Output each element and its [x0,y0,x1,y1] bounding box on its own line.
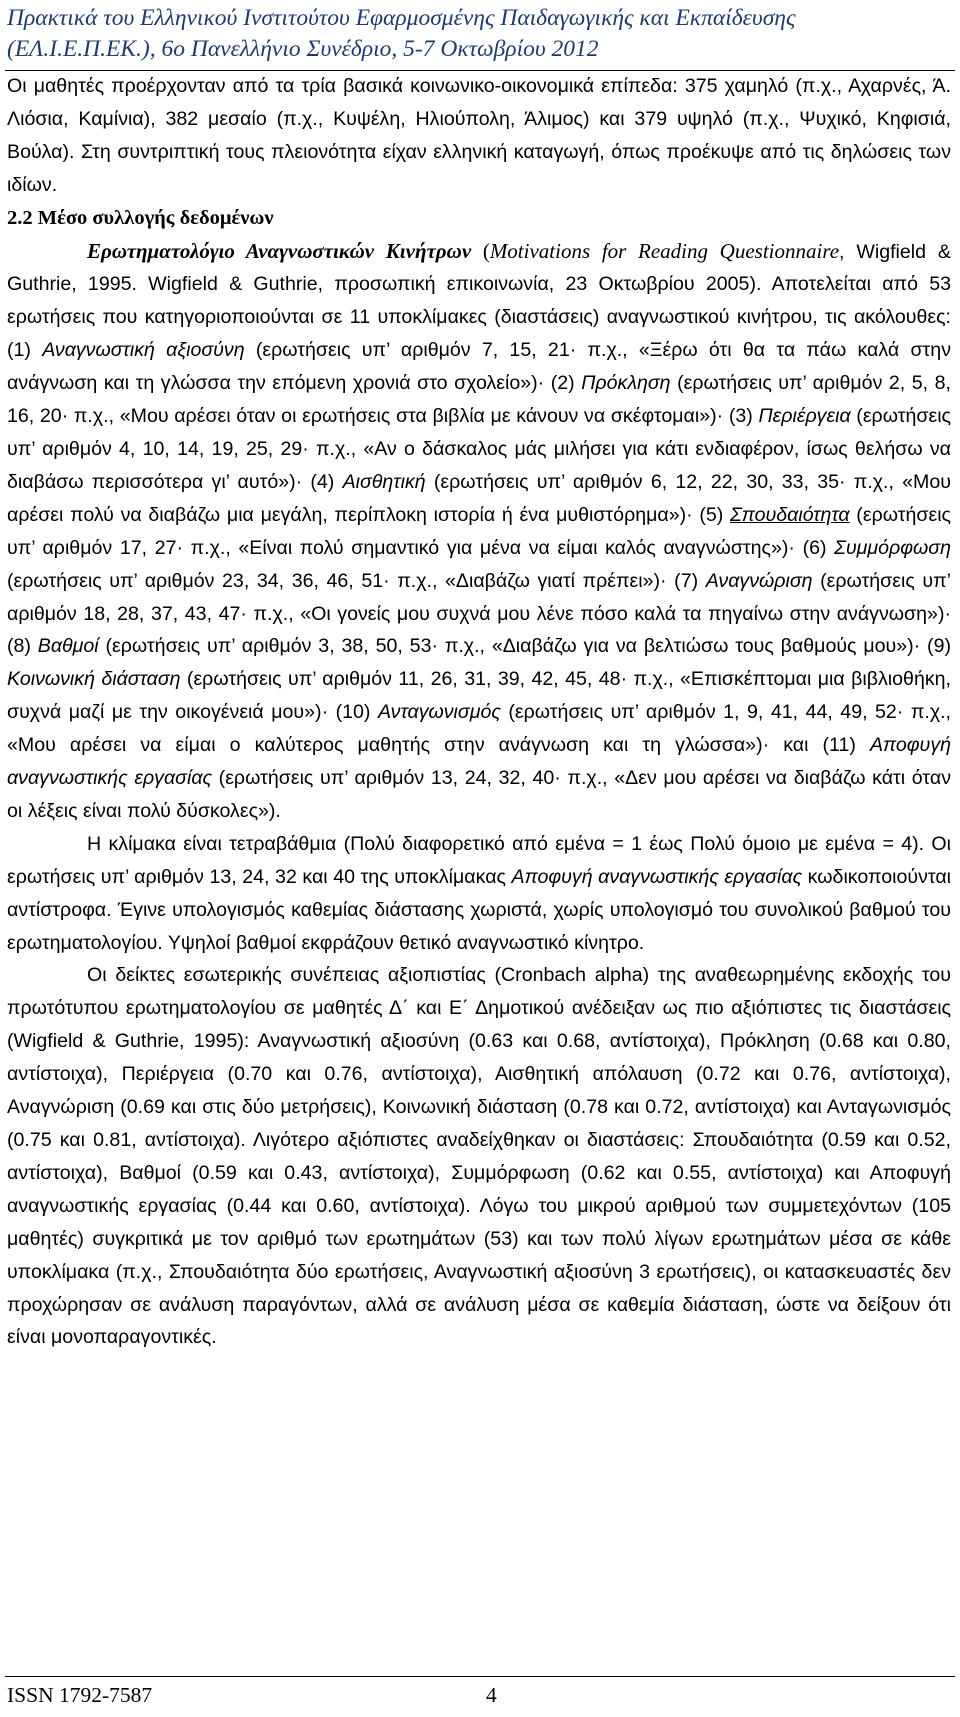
section-heading [7,202,951,235]
header-line-1: Πρακτικά του Ελληνικού Ινστιτούτου Εφαρμοσμένης Παιδαγωγικής και Εκπαίδευσης [7,5,796,31]
text-run: (ερωτήσεις υπ’ αριθμόν 11, 26, 31, 39, 42, 45, 48· π.χ., «Επισκέπτομαι μια βιβλιοθήκη, συχνά μαζί με την οικογένειά μου»)· (10) [7,668,951,724]
text-run: (ερωτήσεις υπ’ αριθμόν 13, 24, 32, 40· π.χ., «Δεν μου αρέσει να διαβάζω κάτι όταν οι λέξεις είναι πολύ δύσκολες»). [7,767,951,822]
text-run: (ερωτήσεις υπ’ αριθμόν 18, 28, 37, 43, 47· π.χ., «Οι γονείς μου συχνά μου λένε πόσο καλά τα πηγαίνω στην ανάγνωση»)· (8) [7,569,951,658]
subscale-term: Κοινωνική διάσταση [7,668,181,691]
subscale-term: Αποφυγή αναγνωστικής εργασίας [511,865,803,888]
text-run: Η κλίμακα είναι τετραβάθμια (Πολύ διαφορετικό από εμένα = 1 έως Πολύ όμοιο με εμένα = 4). Οι ερωτήσεις υπ’ αριθμόν 13, 24, 32 και 40 της υποκλίμακας [7,832,951,888]
subscale-term: Βαθμοί [37,635,99,658]
text-run: (ερωτήσεις υπ’ αριθμόν 4, 10, 14, 19, 25, 29· π.χ., «Αν ο δάσκαλος μάς μιλήσει για κάτι ενδιαφέρον, ίσως θελήσω να διαβάσω περισσότερα γι’ αυτό»)· (4) [7,405,951,493]
footer-divider [5,1676,955,1677]
text-run: (ερωτήσεις υπ’ αριθμόν 3, 38, 50, 53· π.χ., «Διαβάζω για να βελτιώσω τους βαθμούς μου»)· (9) [98,635,951,658]
section-title: 2.2 Μέσο συλλογής δεδομένων [7,206,274,229]
subscale-term: Περιέργεια [758,405,851,428]
intro-paragraph: Οι μαθητές προέρχονταν από τα τρία βασικά κοινωνικο-οικονομικά επίπεδα: 375 χαμηλό (π.χ., Αχαρνές, Ά. Λιόσια, Καμίνια), 382 μεσαίο (π.χ., Κυψέλη, Ηλιούπολη, Άλιμος) και 379 υψηλό (π.χ., Ψυχικό, Κηφισιά, Βούλα). Στη συντριπτική τους πλειονότητα είχαν ελληνική καταγωγή, όπως προέκυψε από τις δηλώσεις των ιδίων. [7,75,951,196]
subscale-term: Ανταγωνισμός [377,701,501,724]
running-header [7,3,947,65]
text-run: (ερωτήσεις υπ’ αριθμόν 6, 12, 22, 30, 33, 35· π.χ., «Μου αρέσει πολύ να διαβάζω μια μεγάλη, περίπλοκη ιστορία ή ένα μυθιστόρημα»)· (5) [7,470,951,526]
text-run: , Wigfield & Guthrie, 1995. Wigfield & Guthrie, προσωπική επικοινωνία, 23 Οκτωβρίου 2005). Αποτελείται από 53 ερωτήσεις που κατηγοριοποιούνται σε 11 υποκλίμακες (διαστάσεις) αναγνωστικού κινήτρου, τις ακόλουθες: (1) [7,240,951,362]
main-body [7,70,951,1354]
questionnaire-title: Ερωτηματολόγιο Αναγνωστικών Κινήτρων [87,238,472,263]
instrument-paragraph [7,235,951,828]
subscale-term: Αναγνωστική αξιοσύνη [42,339,245,362]
header-line-2: (ΕΛ.Ι.Ε.Π.ΕΚ.), 6ο Πανελλήνιο Συνέδριο, 5-7 Οκτωβρίου 2012 [7,36,599,62]
subscale-term: Σπουδαιότητα [730,503,850,526]
text-run: κωδικοποιούνται αντίστροφα. Έγινε υπολογισμός καθεμίας διάστασης χωριστά, χωρίς υπολογισμό του συνολικού βαθμού του ερωτηματολογίου. Υψηλοί βαθμοί εκφράζουν θετικό αναγνωστικό κίνητρο. [7,865,952,954]
footer-issn: ISSN 1792-7587 [7,1683,153,1707]
page-number: 4 [486,1683,497,1707]
text-run: (ερωτήσεις υπ’ αριθμόν 1, 9, 41, 44, 49, 52· π.χ., «Μου αρέσει να είμαι ο καλύτερος μαθητής στην ανάγνωση και τη γλώσσα»)· και (11) [7,701,951,757]
text-run: (ερωτήσεις υπ’ αριθμόν 23, 34, 36, 46, 51· π.χ., «Διαβάζω γιατί πρέπει»)· (7) [7,569,706,592]
subscale-term: Συμμόρφωση [834,536,951,559]
text-run: ( [471,238,490,263]
subscale-term: Πρόκληση [581,372,671,395]
subscale-term: Αισθητική [342,470,426,493]
scale-paragraph [7,828,951,960]
questionnaire-english-title: Motivations for Reading Questionnaire [489,238,840,263]
text-run: (ερωτήσεις υπ’ αριθμόν 2, 5, 8, 16, 20· π.χ., «Μου αρέσει όταν οι ερωτήσεις στα βιβλία με κάνουν να σκέφτομαι»)· (3) [7,372,951,428]
text-run: (ερωτήσεις υπ’ αριθμόν 17, 27· π.χ., «Είναι πολύ σημαντικό για μένα να είμαι καλός αναγνώστης»)· (6) [7,503,951,559]
subscale-term: Αποφυγή αναγνωστικής εργασίας [7,734,951,790]
text-run: (ερωτήσεις υπ’ αριθμόν 7, 15, 21· π.χ., «Ξέρω ότι θα τα πάω καλά στην ανάγνωση και τη γλώσσα την επόμενη χρονιά στο σχολείο»)· (2) [7,339,951,395]
reliability-paragraph: Οι δείκτες εσωτερικής συνέπειας αξιοπιστίας (Cronbach alpha) της αναθεωρημένης εκδοχής του πρωτότυπου ερωτηματολογίου σε μαθητές Δ΄ και Ε΄ Δημοτικού ανέδειξαν ως πιο αξιόπιστες τις διαστάσεις (Wigfield & Guthrie, 1995): Αναγνωστική αξιοσύνη (0.63 και 0.68, αντίστοιχα), Πρόκληση (0.68 και 0.80, αντίστοιχα), Περιέργεια (0.70 και 0.76, αντίστοιχα), Αισθητική απόλαυση (0.72 και 0.76, αντίστοιχα), Αναγνώριση (0.69 και στις δύο μετρήσεις), Κοινωνική διάσταση (0.78 και 0.72, αντίστοιχα) και Ανταγωνισμός (0.75 και 0.81, αντίστοιχα). Λιγότερο αξιόπιστες αναδείχθηκαν οι διαστάσεις: Σπουδαιότητα (0.59 και 0.52, αντίστοιχα), Βαθμοί (0.59 και 0.43, αντίστοιχα), Συμμόρφωση (0.62 και 0.55, αντίστοιχα) και Αποφυγή αναγνωστικής εργασίας (0.44 και 0.60, αντίστοιχα). Λόγω του μικρού αριθμού των συμμετεχόντων (105 μαθητές) συγκριτικά με τον αριθμό των ερωτημάτων (53) και των πολύ λίγων ερωτημάτων μέσα σε κάθε υποκλίμακα (π.χ., Σπουδαιότητα δύο ερωτήσεις, Αναγνωστική αξιοσύνη 3 ερωτήσεις), οι κατασκευαστές δεν προχώρησαν σε ανάλυση παραγόντων, αλλά σε ανάλυση μέσα σε καθεμία διάσταση, ώστε να δείξουν ότι είναι μονοπαραγοντικές. [7,964,951,1349]
subscale-term: Αναγνώριση [705,569,813,592]
